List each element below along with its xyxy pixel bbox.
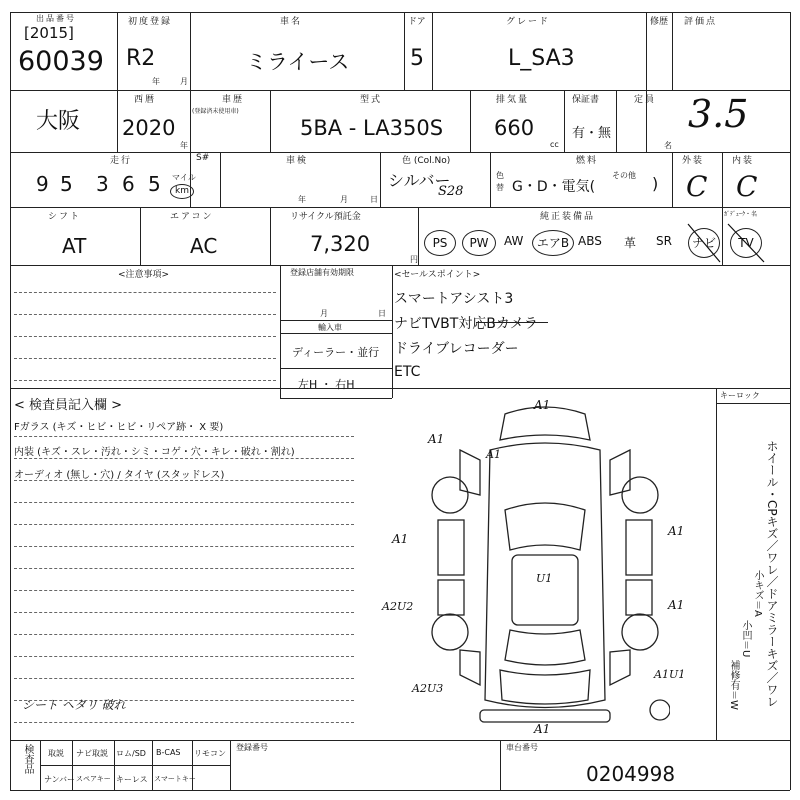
footer-item-5: リモコン (194, 749, 226, 758)
displacement-label: 排気量 (496, 95, 530, 105)
warranty-label: 保証書 (572, 95, 600, 105)
damage-mark-3: A1 (392, 532, 409, 546)
sales-point-1: スマートアシスト3 (394, 291, 514, 307)
equip-pw: PW (462, 230, 496, 256)
lot-number: 60039 (18, 46, 104, 77)
inspection-title: < 検査員記入欄 > (14, 398, 123, 413)
damage-mark-4: A1 (668, 524, 685, 538)
yen-unit: 円 (410, 255, 418, 264)
sales-point-2: ナビTVBT対応Bカメラ (394, 316, 538, 332)
inspection-line-2: 内装 (キズ・スレ・汚れ・シミ・コゲ・穴・キレ・破れ・割れ) (14, 447, 295, 458)
shift-label: シフト (48, 212, 82, 222)
lot-label: 出品番号 (36, 14, 76, 23)
km-unit: km (170, 184, 194, 199)
footer-item-4: B-CAS (156, 748, 181, 757)
interior: C (736, 170, 758, 203)
warranty: 有・無 (572, 126, 612, 141)
footer-item-6: ナンバー (44, 775, 76, 784)
expiry-month-unit: 月 (320, 309, 328, 318)
expiry-day-unit: 日 (378, 309, 386, 318)
equip-navi: ナビ (688, 228, 720, 258)
damage-mark-1: A1 (534, 398, 551, 412)
equip-tv: TV (730, 228, 762, 258)
import-label: 輸入車 (318, 323, 342, 332)
footer-item-3: ロム/SD (116, 749, 146, 758)
sfix-label: S# (196, 153, 210, 163)
model-label: 型式 (360, 95, 383, 105)
damage-mark-10: A1 (486, 448, 501, 461)
cc-unit: cc (550, 140, 559, 149)
footer-item-8: キーレス (116, 775, 148, 784)
damage-mark-6: A2U2 (382, 600, 414, 613)
equipment-strike-marks (680, 220, 780, 265)
history-label: 車歴 (222, 95, 245, 105)
year-code: [2015] (24, 24, 74, 42)
equip-airbag: エアB (532, 230, 574, 256)
western-year-unit: 年 (180, 141, 188, 150)
mile-label: マイル (172, 173, 196, 182)
legend-w: 補修有＝W (728, 660, 739, 710)
sales-point-4: ETC (394, 364, 421, 380)
inspection-month-unit: 月 (340, 195, 348, 204)
reg-number-label: 登録番号 (236, 743, 268, 752)
dealer-option: ディーラー・並行 (292, 346, 380, 359)
car-name: ミライース (246, 50, 350, 74)
inspection-handwritten: シート ヘタリ 破れ (22, 698, 126, 712)
first-reg-label: 初度登録 (128, 17, 173, 27)
grade-label: グレード (506, 17, 551, 27)
shift: AT (62, 234, 87, 258)
footer-item-1: 取説 (48, 749, 64, 758)
footer-item-2: ナビ取説 (76, 749, 108, 758)
fuel-other: その他 (612, 171, 636, 180)
equip-sr: SR (656, 234, 672, 248)
recycle-fee: 7,320 (310, 232, 371, 256)
footer-item-9: スマートキー (154, 775, 196, 783)
damage-mark-2: A1 (428, 432, 445, 446)
chassis-label: 車台番号 (506, 743, 538, 752)
sales-point-3: ドライブレコーダー (394, 341, 519, 357)
mileage-digit-2: 5 (60, 172, 73, 196)
doors: 5 (410, 46, 424, 71)
first-reg: R2 (126, 46, 156, 71)
damage-mark-5: A1 (668, 598, 685, 612)
aircon: AC (190, 234, 218, 258)
damage-mark-9: A1U1 (654, 668, 686, 681)
fuel-label: 燃料 (576, 156, 599, 166)
score-label: 評価点 (684, 17, 718, 27)
vertical-legend: ホイール・CPキズ／ワレ／ドアミラーキズ／ワレ (765, 440, 779, 708)
exterior: C (686, 170, 708, 203)
inspection-label: 車検 (286, 156, 309, 166)
color-change-label: 色替 (496, 171, 504, 192)
western-year: 2020 (122, 116, 176, 140)
equip-ps: PS (424, 230, 456, 256)
mileage-digit-3: 3 (96, 172, 109, 196)
steering-option: 左H ・ 右H (298, 378, 355, 391)
model: 5BA - LA350S (300, 116, 444, 140)
fuel-close: ) (652, 174, 659, 193)
inspection-line-1: Fガラス (キズ・ヒビ・ヒビ・リペア跡・ X 要) (14, 422, 224, 433)
mileage-label: 走行 (110, 156, 133, 166)
footer-item-7: スペアキー (76, 775, 111, 783)
mileage-digit-5: 5 (148, 172, 161, 196)
aircon-label: エアコン (170, 212, 214, 222)
region: 大阪 (36, 109, 81, 134)
damage-mark-7: A1 (534, 722, 551, 736)
exterior-label: 外装 (682, 156, 705, 166)
mileage-digit-1: 9 (36, 172, 49, 196)
reg-expiry-label: 登録店舗有効期限 (290, 268, 354, 277)
car-diagram (420, 400, 670, 740)
color-note: S28 (438, 184, 464, 199)
capacity-label: 定員 (634, 95, 657, 105)
grade: L_SA3 (508, 46, 575, 71)
equip-leather: 革 (624, 236, 637, 250)
legend-u: 小凹＝U (740, 620, 751, 658)
equip-abs: ABS (578, 234, 602, 248)
capacity-unit: 名 (664, 141, 672, 150)
mileage-digit-4: 6 (122, 172, 135, 196)
color: シルバー (388, 171, 451, 190)
legend-a: 小キズ＝A (752, 570, 763, 617)
western-year-label: 西暦 (134, 95, 157, 105)
equipment-label: 純正装備品 (540, 212, 596, 222)
displacement: 660 (494, 116, 535, 140)
first-reg-year-unit: 年 (152, 77, 160, 86)
recycle-label: リサイクル預託金 (290, 212, 361, 222)
first-reg-month-unit: 月 (180, 77, 188, 86)
fuel-options: G・D・電気( (512, 179, 596, 195)
score: 3.5 (688, 92, 749, 136)
keylock-label: キーロック (720, 391, 760, 400)
sales-label: <セールスポイント> (394, 270, 481, 280)
inspection-year-unit: 年 (298, 195, 306, 204)
damage-mark-8: A2U3 (412, 682, 444, 695)
bench-label: ｶﾞﾃﾞｭｰｸ・名 (724, 211, 758, 218)
kensa-label: 検査品 (22, 744, 33, 774)
car-name-label: 車名 (280, 17, 303, 27)
repair-label: 修歴 (650, 17, 669, 27)
color-label: 色 (Col.No) (402, 156, 451, 166)
doors-label: ドア (408, 17, 426, 27)
equip-aw: AW (504, 234, 524, 248)
history-sub: (登録済未使用車) (192, 108, 239, 115)
chassis-number: 0204998 (586, 762, 676, 786)
interior-label: 内装 (732, 156, 755, 166)
damage-mark-11: U1 (536, 572, 553, 585)
inspection-line-3: オーディオ (無し・穴) / タイヤ (スタッドレス) (14, 470, 225, 481)
inspection-day-unit: 日 (370, 195, 378, 204)
caution-label: <注意事項> (118, 270, 170, 280)
